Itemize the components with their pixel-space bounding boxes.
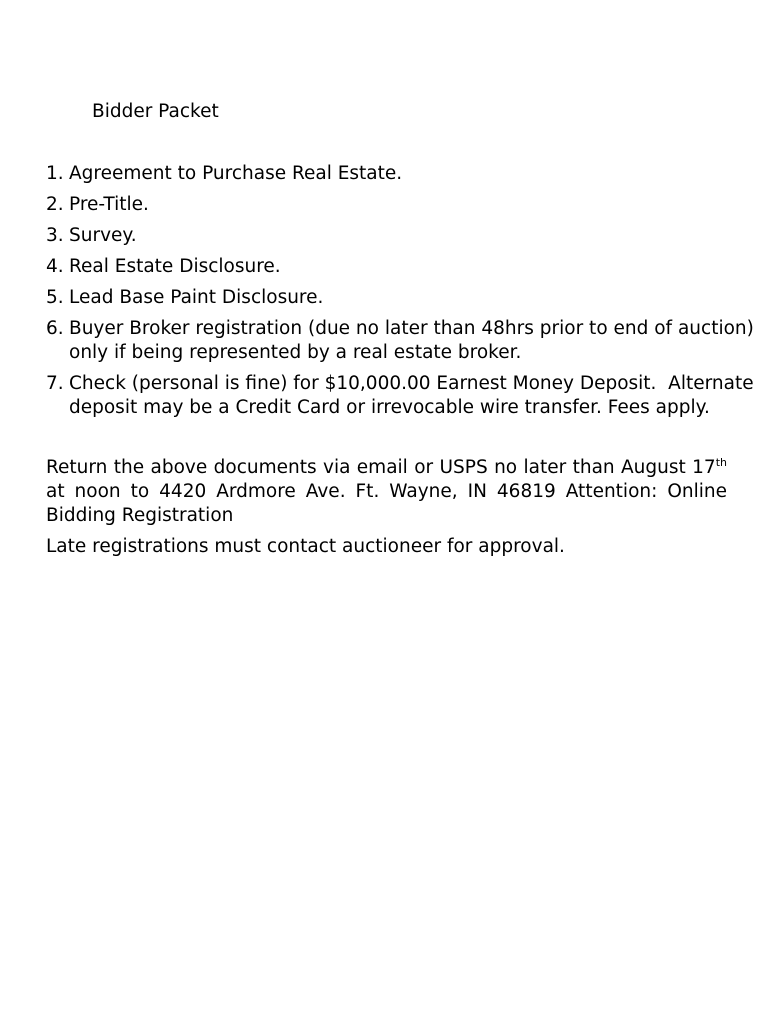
list-item xyxy=(46,193,730,217)
list-item-text: Survey. xyxy=(69,225,137,246)
list-item xyxy=(46,162,730,186)
list-item-number: 3. xyxy=(46,225,64,246)
list-item xyxy=(46,286,730,310)
list-item-text: Agreement to Purchase Real Estate. xyxy=(69,163,403,184)
list-item-number: 5. xyxy=(46,287,64,308)
date-ordinal-suffix: th xyxy=(715,456,727,469)
list-item-text: Pre-Title. xyxy=(69,194,149,215)
list-item-text: Real Estate Disclosure. xyxy=(69,256,281,277)
list-item-text: Buyer Broker registration (due no later than 48hrs prior to end of auction) xyxy=(69,318,754,339)
return-instructions xyxy=(46,456,727,528)
late-registration-note: Late registrations must contact auctioneer for approval. xyxy=(46,536,565,557)
list-item xyxy=(46,372,754,420)
return-text-start: Return the above documents via email or USPS no later than August 17 xyxy=(46,457,716,478)
list-item-number: 4. xyxy=(46,256,64,277)
list-item xyxy=(46,255,730,279)
list-item-text: Check (personal is fine) for $10,000.00 Earnest Money Deposit. Alternate xyxy=(69,373,754,394)
list-item xyxy=(46,317,754,365)
list-item-number: 7. xyxy=(46,373,64,394)
list-item-text-continued: deposit may be a Credit Card or irrevocable wire transfer. Fees apply. xyxy=(69,397,710,418)
document-title: Bidder Packet xyxy=(92,101,219,122)
return-text-end: at noon to 4420 Ardmore Ave. Ft. Wayne, IN 46819 Attention: Online Bidding Registration xyxy=(46,481,727,526)
list-item xyxy=(46,224,730,248)
list-item-number: 6. xyxy=(46,318,64,339)
list-item-number: 2. xyxy=(46,194,64,215)
list-item-text-continued: only if being represented by a real estate broker. xyxy=(69,342,522,363)
list-item-text: Lead Base Paint Disclosure. xyxy=(69,287,324,308)
list-item-number: 1. xyxy=(46,163,64,184)
bidder-packet-list xyxy=(46,162,754,427)
